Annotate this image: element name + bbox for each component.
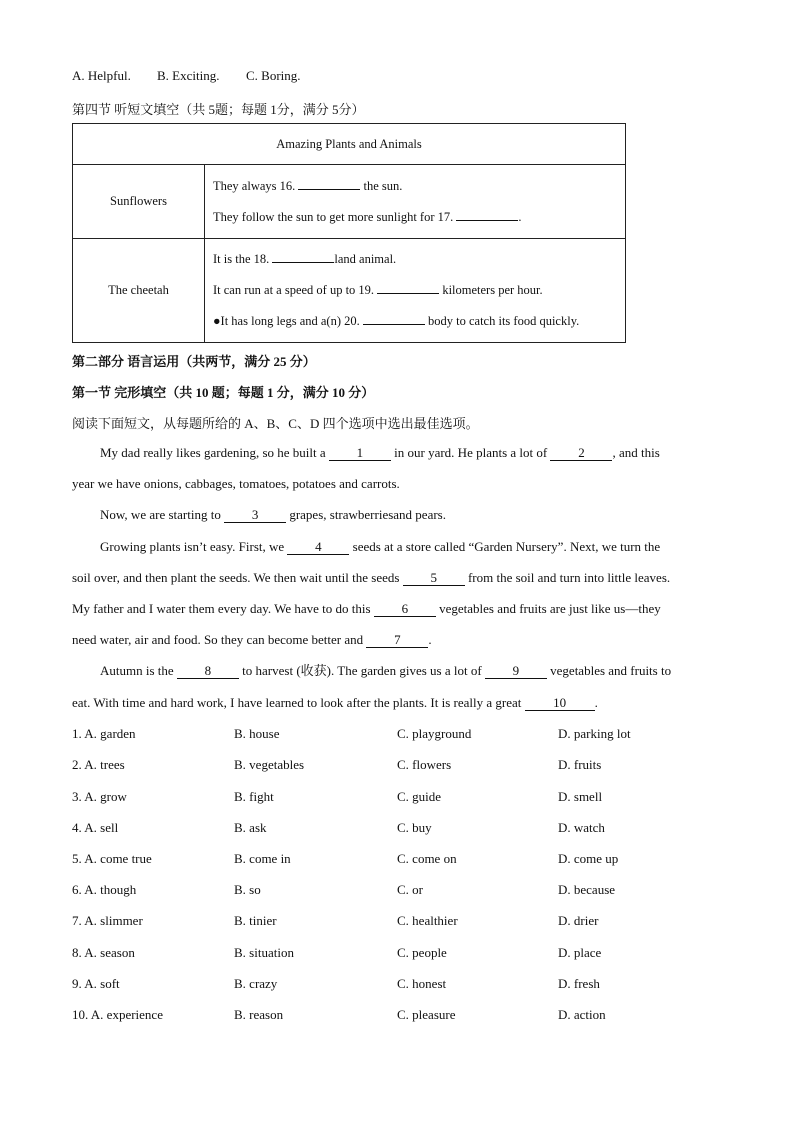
section1-heading: 第一节 完形填空（共 10 题；每题 1 分，满分 10 分）: [72, 385, 375, 400]
answer-blank-18[interactable]: [272, 262, 334, 263]
passage-line: [72, 531, 722, 562]
line-text: .: [518, 209, 522, 224]
row-label: The cheetah: [73, 239, 205, 343]
fill-line: [213, 202, 617, 233]
passage-text: Now, we are starting to: [100, 507, 225, 523]
choice-c[interactable]: C. buy: [397, 820, 432, 835]
passage: [72, 437, 722, 718]
cloze-blank[interactable]: 3: [224, 508, 286, 523]
choice-c[interactable]: C. honest: [397, 976, 447, 991]
passage-text: .: [594, 694, 598, 710]
passage-line: [72, 655, 722, 686]
passage-text: , and this: [612, 445, 660, 460]
line-text: kilometers per hour.: [439, 283, 543, 297]
choice-c[interactable]: C. people: [397, 945, 447, 960]
answer-blank-19[interactable]: [377, 293, 439, 294]
question-stem[interactable]: 9. A. soft: [72, 976, 120, 991]
cloze-blank[interactable]: 6: [374, 602, 436, 617]
choice-b[interactable]: B. situation: [234, 945, 294, 960]
choice-c[interactable]: C. come on: [397, 851, 457, 866]
choice-d[interactable]: D. fruits: [558, 757, 602, 772]
line-text: It is the 18.: [213, 252, 273, 266]
passage-text: .: [428, 632, 432, 648]
table-row: [73, 239, 626, 343]
passage-line: [72, 562, 722, 593]
passage-text: Autumn is the: [100, 663, 177, 679]
choice-c[interactable]: C. flowers: [397, 757, 452, 772]
cloze-blank[interactable]: 5: [403, 571, 465, 586]
passage-text: seeds at a store called “Garden Nursery”. Next, we turn the: [349, 538, 661, 554]
answer-blank-20[interactable]: [363, 324, 425, 325]
option-c: C. Boring.: [246, 68, 301, 83]
row-content: [205, 239, 626, 343]
option-b: B. Exciting.: [157, 68, 220, 83]
passage-text: need water, air and food. So they can become better and: [72, 632, 367, 648]
choice-c[interactable]: C. or: [397, 882, 423, 897]
row-content: [205, 165, 626, 239]
cloze-blank[interactable]: 1: [329, 446, 391, 461]
passage-text: soil over, and then plant the seeds. We then wait until the seeds: [72, 569, 403, 585]
question-stem[interactable]: 3. A. grow: [72, 789, 127, 804]
choice-d[interactable]: D. place: [558, 945, 602, 960]
fill-line: [213, 275, 617, 306]
line-text: It can run at a speed of up to 19.: [213, 283, 378, 297]
answer-blank-16[interactable]: [298, 189, 360, 190]
fill-line: [213, 171, 617, 202]
part2-heading: 第二部分 语言运用（共两节，满分 25 分）: [72, 354, 316, 369]
choice-d[interactable]: D. action: [558, 1007, 606, 1022]
question-stem[interactable]: 5. A. come true: [72, 851, 152, 866]
choice-d[interactable]: D. parking lot: [558, 726, 631, 741]
choice-d[interactable]: D. come up: [558, 851, 619, 866]
cloze-blank[interactable]: 4: [287, 540, 349, 555]
choice-c[interactable]: C. pleasure: [397, 1007, 456, 1022]
table-row: [73, 165, 626, 239]
question-stem[interactable]: 8. A. season: [72, 945, 135, 960]
line-text: They always 16.: [213, 178, 299, 193]
line-text: ●It has long legs and a(n) 20.: [213, 314, 363, 328]
passage-text: vegetables and fruits are just like us—they: [435, 601, 661, 617]
passage-text: from the soil and turn into little leaves.: [464, 569, 671, 585]
cloze-blank[interactable]: 2: [550, 446, 612, 461]
cloze-blank[interactable]: 7: [366, 633, 428, 648]
fill-in-table: [72, 123, 626, 343]
choice-d[interactable]: D. drier: [558, 913, 599, 928]
choice-b[interactable]: B. ask: [234, 820, 267, 835]
passage-text: vegetables and fruits to: [546, 663, 672, 679]
choice-b[interactable]: B. house: [234, 726, 280, 741]
passage-text: Growing plants isn’t easy. First, we: [100, 538, 288, 554]
section4-heading: 第四节 听短文填空（共 5题；每题 1分，满分 5分）: [72, 102, 365, 117]
choice-b[interactable]: B. fight: [234, 789, 274, 804]
passage-text: to harvest (收获). The garden gives us a lot of: [238, 663, 485, 679]
choice-c[interactable]: C. healthier: [397, 913, 458, 928]
passage-text: My dad really likes gardening, so he built a: [100, 445, 329, 460]
line-text: body to catch its food quickly.: [424, 314, 580, 328]
answer-blank-17[interactable]: [456, 220, 518, 221]
passage-text: in our yard. He plants a lot of: [390, 445, 551, 460]
passage-text: eat. With time and hard work, I have learned to look after the plants. It is really a great: [72, 694, 525, 710]
question-stem[interactable]: 7. A. slimmer: [72, 913, 143, 928]
table-title: Amazing Plants and Animals: [73, 124, 626, 165]
passage-line: [72, 624, 722, 655]
instructions: 阅读下面短文，从每题所给的 A、B、C、D 四个选项中选出最佳选项。: [72, 416, 479, 431]
line-text: They follow the sun to get more sunlight for 17.: [213, 209, 457, 224]
row-label: Sunflowers: [73, 165, 205, 239]
cloze-blank[interactable]: 10: [525, 696, 595, 711]
fill-line: [213, 244, 617, 275]
fill-line: [213, 306, 617, 337]
choice-b[interactable]: B. come in: [234, 851, 291, 866]
passage-text: grapes, strawberriesand pears.: [286, 507, 446, 523]
choice-b[interactable]: B. crazy: [234, 976, 278, 991]
passage-line: [72, 593, 722, 624]
choice-b[interactable]: B. vegetables: [234, 757, 305, 772]
question-stem[interactable]: 1. A. garden: [72, 726, 136, 741]
choice-d[interactable]: D. watch: [558, 820, 605, 835]
choice-b[interactable]: B. tinier: [234, 913, 277, 928]
option-a: A. Helpful.: [72, 68, 131, 83]
passage-line: [72, 437, 722, 468]
choice-c[interactable]: C. guide: [397, 789, 442, 804]
line-text: land animal.: [334, 252, 397, 266]
choice-d[interactable]: D. fresh: [558, 976, 600, 991]
passage-line: year we have onions, cabbages, tomatoes, potatoes and carrots.: [72, 476, 400, 492]
question-stem[interactable]: 4. A. sell: [72, 820, 119, 835]
choice-d[interactable]: D. because: [558, 882, 616, 897]
choice-b[interactable]: B. reason: [234, 1007, 284, 1022]
question-stem[interactable]: 6. A. though: [72, 882, 137, 897]
choice-c[interactable]: C. playground: [397, 726, 472, 741]
passage-text: My father and I water them every day. We have to do this: [72, 601, 374, 617]
choice-b[interactable]: B. so: [234, 882, 261, 897]
passage-line: [72, 499, 722, 530]
question-stem[interactable]: 10. A. experience: [72, 1007, 163, 1022]
passage-line: [72, 687, 722, 718]
line-text: the sun.: [360, 178, 403, 193]
choice-d[interactable]: D. smell: [558, 789, 603, 804]
cloze-blank[interactable]: 9: [485, 664, 547, 679]
cloze-blank[interactable]: 8: [177, 664, 239, 679]
question-stem[interactable]: 2. A. trees: [72, 757, 125, 772]
